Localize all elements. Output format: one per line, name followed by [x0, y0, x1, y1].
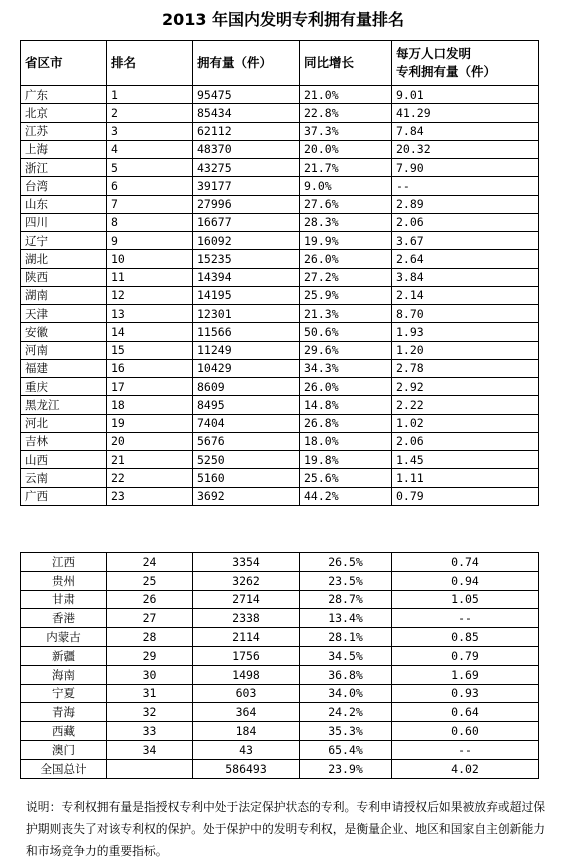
cell-per-10k: --: [392, 609, 539, 628]
cell-count: 16092: [193, 232, 300, 250]
cell-count: 39177: [193, 177, 300, 195]
cell-growth: 13.4%: [300, 609, 392, 628]
table-row: [21, 396, 539, 414]
cell-rank: 12: [107, 286, 193, 304]
table-row: [21, 232, 539, 250]
cell-rank: 7: [107, 195, 193, 213]
table-row: [21, 159, 539, 177]
cell-rank: 27: [107, 609, 193, 628]
cell-rank: 33: [107, 722, 193, 741]
cell-rank: 2: [107, 104, 193, 122]
cell-per-10k: 0.64: [392, 703, 539, 722]
cell-province: 甘肃: [21, 590, 107, 609]
cell-growth: 26.5%: [300, 553, 392, 572]
cell-per-10k: 2.64: [392, 250, 539, 268]
cell-growth: 36.8%: [300, 665, 392, 684]
cell-count: 3354: [193, 553, 300, 572]
cell-per-10k: 2.06: [392, 213, 539, 231]
cell-province: 河北: [21, 414, 107, 432]
cell-growth: 25.9%: [300, 286, 392, 304]
cell-count: 10429: [193, 359, 300, 377]
cell-province: 安徽: [21, 323, 107, 341]
cell-count: 8495: [193, 396, 300, 414]
cell-rank: 32: [107, 703, 193, 722]
cell-per-10k: 2.06: [392, 432, 539, 450]
cell-province: 广西: [21, 487, 107, 505]
cell-growth: 23.5%: [300, 571, 392, 590]
cell-per-10k: 1.69: [392, 665, 539, 684]
cell-per-10k: 8.70: [392, 305, 539, 323]
cell-count: 43275: [193, 159, 300, 177]
cell-growth: 19.8%: [300, 451, 392, 469]
cell-growth: 28.1%: [300, 628, 392, 647]
table-row: [21, 122, 539, 140]
cell-province: 黑龙江: [21, 396, 107, 414]
table-row: [21, 323, 539, 341]
cell-growth: 21.0%: [300, 86, 392, 104]
table-row: [21, 722, 539, 741]
table-row: [21, 268, 539, 286]
table-row: [21, 341, 539, 359]
cell-growth: 26.0%: [300, 250, 392, 268]
cell-count: 603: [193, 684, 300, 703]
cell-province: 浙江: [21, 159, 107, 177]
cell-per-10k: 41.29: [392, 104, 539, 122]
cell-province: 上海: [21, 140, 107, 158]
table-row: [21, 213, 539, 231]
explanation-note: 说明：专利权拥有量是指授权专利中处于法定保护状态的专利。专利申请授权后如果被放弃或超过保护期则丧失了对该专利权的保护。处于保护中的发明专利权，是衡量企业、地区和国家自主创新能力和市场竞争力的重要指标。: [26, 800, 546, 858]
cell-province: 吉林: [21, 432, 107, 450]
cell-province: 四川: [21, 213, 107, 231]
header-rank: 排名: [107, 41, 193, 86]
table-row: [21, 140, 539, 158]
table-row: [21, 487, 539, 505]
cell-rank: 4: [107, 140, 193, 158]
cell-rank: 19: [107, 414, 193, 432]
cell-per-10k: 3.67: [392, 232, 539, 250]
cell-rank: 5: [107, 159, 193, 177]
cell-count: 7404: [193, 414, 300, 432]
table-row: [21, 684, 539, 703]
cell-count: 2114: [193, 628, 300, 647]
cell-per-10k: 1.93: [392, 323, 539, 341]
cell-per-10k: 2.78: [392, 359, 539, 377]
cell-growth: 25.6%: [300, 469, 392, 487]
cell-growth: 27.2%: [300, 268, 392, 286]
header-per-10k: [392, 41, 539, 86]
table-row: [21, 432, 539, 450]
cell-per-10k: 0.85: [392, 628, 539, 647]
cell-rank: 26: [107, 590, 193, 609]
cell-count: 3262: [193, 571, 300, 590]
header-per-10k-line2: 专利拥有量（件）: [396, 64, 497, 79]
cell-rank: 17: [107, 378, 193, 396]
cell-province: 新疆: [21, 646, 107, 665]
cell-province: 青海: [21, 703, 107, 722]
cell-per-10k: 0.74: [392, 553, 539, 572]
cell-province: 山西: [21, 451, 107, 469]
cell-count: 14195: [193, 286, 300, 304]
cell-count: 1756: [193, 646, 300, 665]
cell-count: 5676: [193, 432, 300, 450]
cell-per-10k: 4.02: [392, 759, 539, 778]
cell-growth: 28.3%: [300, 213, 392, 231]
cell-province: 广东: [21, 86, 107, 104]
cell-count: 586493: [193, 759, 300, 778]
cell-province: 香港: [21, 609, 107, 628]
cell-per-10k: 0.94: [392, 571, 539, 590]
cell-per-10k: 3.84: [392, 268, 539, 286]
cell-per-10k: 1.20: [392, 341, 539, 359]
cell-growth: 14.8%: [300, 396, 392, 414]
cell-growth: 19.9%: [300, 232, 392, 250]
cell-per-10k: 1.45: [392, 451, 539, 469]
table-row: [21, 195, 539, 213]
cell-count: 8609: [193, 378, 300, 396]
cell-province: 北京: [21, 104, 107, 122]
cell-rank: 11: [107, 268, 193, 286]
table-row: [21, 553, 539, 572]
cell-growth: 34.3%: [300, 359, 392, 377]
cell-growth: 27.6%: [300, 195, 392, 213]
cell-per-10k: 0.79: [392, 487, 539, 505]
cell-province: 澳门: [21, 740, 107, 759]
table-row: [21, 414, 539, 432]
cell-count: 11566: [193, 323, 300, 341]
header-province: 省区市: [21, 41, 107, 86]
cell-per-10k: 2.14: [392, 286, 539, 304]
cell-growth: 29.6%: [300, 341, 392, 359]
table-row: [21, 378, 539, 396]
table-row: [21, 571, 539, 590]
cell-count: 3692: [193, 487, 300, 505]
cell-rank: 16: [107, 359, 193, 377]
cell-growth: 37.3%: [300, 122, 392, 140]
table-row: [21, 305, 539, 323]
cell-rank: 23: [107, 487, 193, 505]
cell-per-10k: --: [392, 740, 539, 759]
cell-per-10k: 0.60: [392, 722, 539, 741]
cell-growth: 28.7%: [300, 590, 392, 609]
cell-growth: 20.0%: [300, 140, 392, 158]
cell-count: 184: [193, 722, 300, 741]
cell-count: 2714: [193, 590, 300, 609]
ranking-table-top: [20, 40, 539, 506]
table-row: [21, 286, 539, 304]
cell-per-10k: 7.84: [392, 122, 539, 140]
cell-growth: 21.7%: [300, 159, 392, 177]
cell-province: 江西: [21, 553, 107, 572]
cell-province: 重庆: [21, 378, 107, 396]
cell-growth: 24.2%: [300, 703, 392, 722]
cell-rank: 1: [107, 86, 193, 104]
cell-province: 海南: [21, 665, 107, 684]
cell-per-10k: --: [392, 177, 539, 195]
cell-growth: 18.0%: [300, 432, 392, 450]
table-row: [21, 451, 539, 469]
cell-growth: 34.5%: [300, 646, 392, 665]
cell-count: 11249: [193, 341, 300, 359]
table-row: [21, 665, 539, 684]
table-row: [21, 250, 539, 268]
cell-province: 湖南: [21, 286, 107, 304]
cell-count: 27996: [193, 195, 300, 213]
cell-growth: 9.0%: [300, 177, 392, 195]
table-row: [21, 628, 539, 647]
cell-growth: 34.0%: [300, 684, 392, 703]
cell-count: 2338: [193, 609, 300, 628]
cell-count: 12301: [193, 305, 300, 323]
cell-growth: 50.6%: [300, 323, 392, 341]
cell-count: 43: [193, 740, 300, 759]
cell-rank: 31: [107, 684, 193, 703]
cell-rank: 6: [107, 177, 193, 195]
table-row: [21, 609, 539, 628]
table-row: [21, 86, 539, 104]
cell-rank: [107, 759, 193, 778]
cell-rank: 28: [107, 628, 193, 647]
cell-per-10k: 1.11: [392, 469, 539, 487]
cell-per-10k: 9.01: [392, 86, 539, 104]
cell-count: 364: [193, 703, 300, 722]
cell-count: 1498: [193, 665, 300, 684]
cell-rank: 24: [107, 553, 193, 572]
cell-province: 全国总计: [21, 759, 107, 778]
cell-rank: 25: [107, 571, 193, 590]
cell-province: 湖北: [21, 250, 107, 268]
cell-province: 贵州: [21, 571, 107, 590]
cell-rank: 10: [107, 250, 193, 268]
table-row: [21, 646, 539, 665]
cell-count: 85434: [193, 104, 300, 122]
table-header-row: [21, 41, 539, 86]
table-row: [21, 590, 539, 609]
cell-rank: 14: [107, 323, 193, 341]
cell-rank: 29: [107, 646, 193, 665]
cell-count: 15235: [193, 250, 300, 268]
cell-rank: 22: [107, 469, 193, 487]
cell-growth: 26.8%: [300, 414, 392, 432]
cell-growth: 26.0%: [300, 378, 392, 396]
cell-growth: 44.2%: [300, 487, 392, 505]
cell-rank: 18: [107, 396, 193, 414]
cell-per-10k: 0.93: [392, 684, 539, 703]
table-row: [21, 759, 539, 778]
table-top-body: [21, 86, 539, 506]
cell-rank: 20: [107, 432, 193, 450]
table-row: [21, 703, 539, 722]
header-count: 拥有量（件）: [193, 41, 300, 86]
cell-rank: 3: [107, 122, 193, 140]
cell-rank: 9: [107, 232, 193, 250]
cell-per-10k: 2.92: [392, 378, 539, 396]
cell-province: 西藏: [21, 722, 107, 741]
cell-rank: 13: [107, 305, 193, 323]
page-title: 2013 年国内发明专利拥有量排名: [161, 10, 405, 29]
cell-province: 河南: [21, 341, 107, 359]
header-per-10k-line1: 每万人口发明: [396, 46, 472, 61]
cell-count: 14394: [193, 268, 300, 286]
cell-growth: 22.8%: [300, 104, 392, 122]
cell-province: 天津: [21, 305, 107, 323]
cell-count: 16677: [193, 213, 300, 231]
cell-province: 台湾: [21, 177, 107, 195]
cell-growth: 23.9%: [300, 759, 392, 778]
cell-count: 95475: [193, 86, 300, 104]
cell-per-10k: 0.79: [392, 646, 539, 665]
table-row: [21, 359, 539, 377]
table-row: [21, 740, 539, 759]
cell-count: 5160: [193, 469, 300, 487]
header-growth: 同比增长: [300, 41, 392, 86]
cell-rank: 34: [107, 740, 193, 759]
cell-per-10k: 2.89: [392, 195, 539, 213]
cell-growth: 65.4%: [300, 740, 392, 759]
cell-province: 福建: [21, 359, 107, 377]
ranking-table-bottom: [20, 552, 539, 779]
cell-per-10k: 2.22: [392, 396, 539, 414]
cell-province: 山东: [21, 195, 107, 213]
cell-growth: 21.3%: [300, 305, 392, 323]
cell-rank: 15: [107, 341, 193, 359]
cell-count: 48370: [193, 140, 300, 158]
cell-province: 陕西: [21, 268, 107, 286]
cell-count: 5250: [193, 451, 300, 469]
cell-province: 云南: [21, 469, 107, 487]
table-row: [21, 104, 539, 122]
cell-rank: 30: [107, 665, 193, 684]
cell-province: 宁夏: [21, 684, 107, 703]
table-row: [21, 469, 539, 487]
cell-per-10k: 1.05: [392, 590, 539, 609]
cell-province: 辽宁: [21, 232, 107, 250]
table-bottom-body: [21, 553, 539, 779]
cell-per-10k: 7.90: [392, 159, 539, 177]
cell-per-10k: 20.32: [392, 140, 539, 158]
cell-province: 内蒙古: [21, 628, 107, 647]
cell-growth: 35.3%: [300, 722, 392, 741]
cell-count: 62112: [193, 122, 300, 140]
table-row: [21, 177, 539, 195]
cell-rank: 8: [107, 213, 193, 231]
cell-rank: 21: [107, 451, 193, 469]
cell-per-10k: 1.02: [392, 414, 539, 432]
cell-province: 江苏: [21, 122, 107, 140]
